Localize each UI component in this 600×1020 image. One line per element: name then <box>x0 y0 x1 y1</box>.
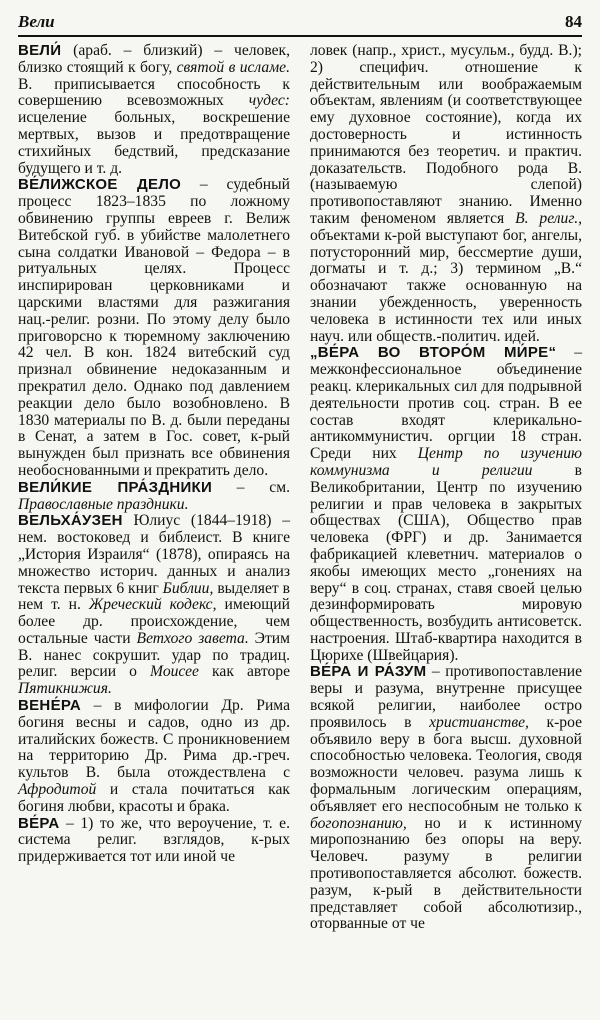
entry-italic: Ветхого завета. <box>136 629 249 647</box>
headword: ВЕ́ЛИЖСКОЕ ДЕЛО <box>18 176 182 194</box>
page-number: 84 <box>565 12 582 31</box>
entry-text: Юлиус (1844–1918) – нем. востоковед и библеист. В книге „История Израиля“ (1878), опираясь на множество историч. данных и анализ текста первых 6 книг <box>18 512 290 597</box>
entry-text: – судебный процесс 1823–1835 по ложному обвинению группы евреев г. Велиж Витебской губ. в убийстве малолетнего сына солдатки Ивановой – Федора – в ритуальных целях. Процесс инспирирован церковниками и царскими властями для разжигания нац.-религ. розни. По этому делу было приговорсно к тюремному заключению 42 чел. В кон. 1824 витебский суд признал обвинение недоказанным и прекратил дело. Однако под давлением реакции дело было возобновлено. В 1830 материалы по В. д. были переданы в Сенат, а затем в Гос. совет, к-рый вынужден был признать все обвинения необоснованными и прекратить дело. <box>18 176 290 479</box>
entry-text: исцеление больных, воскрешение мертвых, вызов и предотвращение стихийных бедствий, предсказание будущего и т. д. <box>18 109 290 177</box>
entry-text: Этим В. нанес сокрушит. удар по традиц. религ. версии о <box>18 629 290 681</box>
entry-text: – см. <box>212 478 290 496</box>
entry-text: ловек (напр., христ., мусульм., будд. В.); 2) специфич. отношение к действительным или воображаемым объектам, явлениям (и соответствующее ему духовное состояние), когда их достоверность и истинность принимаются без теоретич. и практич. доказательств. Подобного рода В. (называемую слепой) противопоставляют знанию. Именно таким феноменом является <box>310 42 582 227</box>
headword: ВЕ́РА <box>18 814 60 832</box>
headword: ВЕЛЬХА́УЗЕН <box>18 512 123 530</box>
entry-vera-vo-vtorom-mire <box>310 345 582 664</box>
entry-wellhausen <box>18 513 290 698</box>
entry-veli <box>18 43 290 177</box>
entry-vera <box>18 816 290 866</box>
running-title: Вели <box>18 12 55 31</box>
entry-vera-i-razum <box>310 664 582 933</box>
entry-text: – в мифологии Др. Рима богиня весны и садов, одно из др. италийских божеств. С проникновением на территорию Др. Рима др.-греч. культов В. была отождествлена с <box>18 697 290 782</box>
entry-italic: Афродитой <box>18 781 97 799</box>
entry-italic: христианстве, <box>429 713 529 731</box>
entry-text: (араб. – близкий) – человек, близко стоящий к богу, <box>18 42 290 76</box>
entry-text: в Великобритании, Центр по изучению религии и прав человека в закрытых обществах (США), Общество прав человека (ФРГ) и др. Занимается фабрикацией клеветнич. материалов о якобы имеющих место „гонениях на веру“ в соц. странах, ставя своей целью дезинформировать мировую общественность, возбудить антисоветск. настроения. Штаб-квартира находится в Цюрихе (Швейцария). <box>310 461 583 664</box>
header-rule <box>18 35 582 37</box>
entry-text: В. приписывается способность к совершению всевозможных <box>18 75 290 110</box>
headword: ВЕЛИ́КИЕ ПРА́ЗДНИКИ <box>18 478 213 496</box>
entry-text: объектами к-рой выступают бог, ангелы, потусторонний мир, бессмертие души, догматы и т. д.; 3) термином „В.“ обозначают также основанную на знании убежденность, уверенность человека в истинности тех или иных науч. или обществ.-политич. идей. <box>310 226 582 345</box>
entry-italic: святой в исламе. <box>176 58 290 76</box>
entry-italic: Моисее <box>150 663 199 681</box>
entry-text: – 1) то же, что вероучение, т. е. система религ. взглядов, к-рых придерживается тот или иной че <box>18 814 290 866</box>
two-column-body <box>18 43 582 933</box>
headword: „ВЕ́РА ВО ВТОРО́М МИ́РЕ“ <box>310 344 557 362</box>
entry-italic: богопознанию, <box>310 814 407 832</box>
running-header <box>18 10 582 32</box>
entry-italic: Центр по изучению коммунизма и религии <box>310 445 582 479</box>
right-column <box>310 43 582 933</box>
headword: ВЕЛИ́ <box>18 42 62 59</box>
entry-italic: Библии, <box>162 579 214 597</box>
entry-vera-continued <box>310 43 582 345</box>
entry-italic: Жреческий кодекс, <box>88 596 217 614</box>
entry-text: как авторе <box>198 663 290 681</box>
entry-text: имеющий более др. происхождение, чем остальные части <box>18 596 290 647</box>
entry-velikie-prazdniki <box>18 480 290 514</box>
entry-text: – противопоставление веры и разума, внутренне присущее всякой религии, наиболее остро проявилось в <box>310 663 583 731</box>
headword: ВЕНЕ́РА <box>18 697 81 715</box>
headword: ВЕ́РА И РА́ЗУМ <box>310 663 427 681</box>
entry-venera <box>18 698 290 816</box>
left-column <box>18 43 290 933</box>
entry-velizh-delo <box>18 177 290 479</box>
entry-italic: Пятикнижия. <box>18 680 112 698</box>
entry-text: выделяет в нем т. н. <box>18 579 290 614</box>
entry-text: но и к истинному миропознанию без опоры на веру. Человеч. разуму в религии противопоставляется абсолют. божеств. разум, к-рый в действительности представляет собой абсолютизир., оторванные от че <box>310 814 582 933</box>
cross-reference: Православные праздники. <box>18 495 189 513</box>
entry-text: к-рое объявило веру в бога высш. духовной способностью человека. Теология, сводя возможности человеч. разума лишь к формальным логическим операциям, объявляет его неспособным не только к <box>310 713 583 815</box>
entry-italic: чудес: <box>248 92 290 110</box>
entry-text: – межконфессиональное объединение реакц. клерикальных сил для подрывной деятельности против соц. стран. В ее состав входят клерикально-антикоммунистич. оргции 18 стран. Среди них <box>310 344 582 463</box>
entry-text: и стала почитаться как богиня любви, красоты и брака. <box>18 781 290 815</box>
entry-italic: В. религ., <box>515 209 582 227</box>
